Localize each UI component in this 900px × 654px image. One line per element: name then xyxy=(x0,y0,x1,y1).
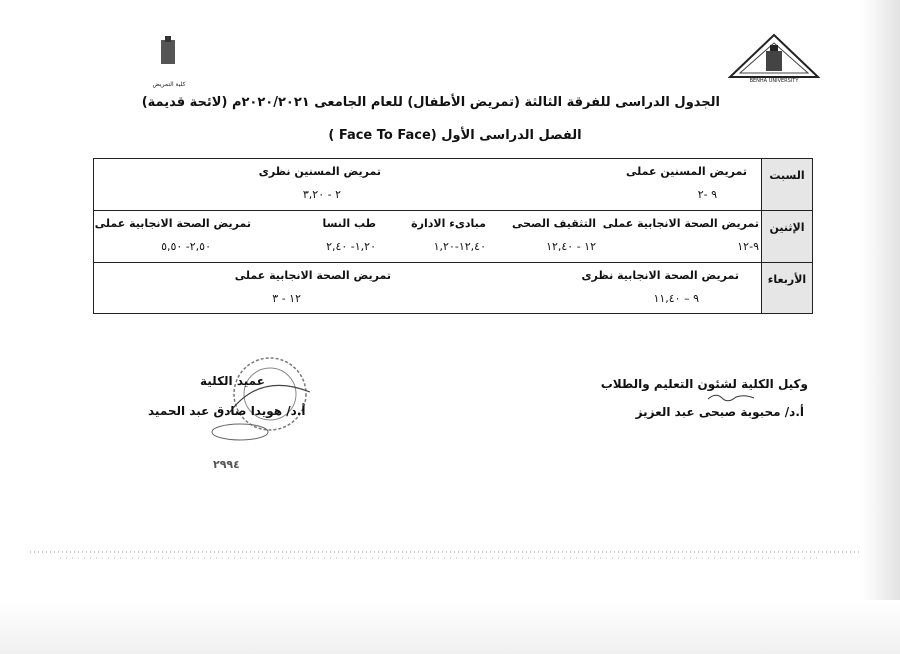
dean-name: أ.د/ هويدا صادق عبد الحميد xyxy=(148,404,306,418)
slot-course: التثقيف الصحى xyxy=(511,217,596,230)
slot-course: طب النسا xyxy=(322,217,376,230)
slot-course: تمريض الصحة الانجابية عملى xyxy=(234,269,391,282)
day-slots xyxy=(94,159,762,211)
slot-time: ٩ -٢ xyxy=(697,188,717,201)
slot xyxy=(235,269,391,305)
stamp-number: ٢٩٩٤ xyxy=(213,458,240,471)
slot-course: تمريض الصحة الانجابية عملى xyxy=(94,217,251,230)
slot-time: ١,٢٠- ٢,٤٠ xyxy=(326,240,376,253)
dean-title: عميد الكلية xyxy=(200,374,265,388)
scan-bottom-shadow xyxy=(0,600,900,654)
right-logo-caption: BENHA UNIVERSITY xyxy=(749,78,799,83)
slot xyxy=(603,217,759,253)
day-label: الأربعاء xyxy=(762,263,813,314)
slot xyxy=(626,165,747,201)
vice-dean-name: أ.د/ محبوبة صبحى عبد العزيز xyxy=(635,405,804,419)
slot-time: ١٢ - ٣ xyxy=(272,292,301,305)
table-row xyxy=(94,263,813,314)
left-logo-caption: كلية التمريض xyxy=(152,81,186,88)
university-logo xyxy=(728,33,820,83)
slot-course: تمريض المسنين نظرى xyxy=(258,165,381,178)
slot-course: مبادىء الادارة xyxy=(411,217,486,230)
slot xyxy=(95,217,251,253)
table-row xyxy=(94,211,813,263)
official-stamp xyxy=(200,352,330,442)
day-slots xyxy=(94,263,762,314)
slot xyxy=(512,217,596,253)
nursing-faculty-logo xyxy=(125,30,195,90)
schedule-table xyxy=(93,158,813,314)
slot-time: ٢,٥٠- ٥,٥٠ xyxy=(161,240,211,253)
day-label: السبت xyxy=(762,159,813,211)
slot xyxy=(259,165,381,201)
slot-time: ٩ – ١١,٤٠ xyxy=(653,292,699,305)
table-row xyxy=(94,159,813,211)
slot-time: ٢ - ٣,٢٠ xyxy=(302,188,341,201)
slot-course: تمريض الصحة الانجابية عملى xyxy=(602,217,759,230)
slot xyxy=(411,217,486,253)
scan-noise xyxy=(0,538,900,568)
slot xyxy=(581,269,739,305)
vice-dean-title: وكيل الكلية لشئون التعليم والطلاب xyxy=(600,377,808,391)
vice-dean-signature xyxy=(706,390,756,404)
slot-course: تمريض المسنين عملى xyxy=(626,165,747,178)
slot-time: ١٢,٤٠-١,٢٠ xyxy=(433,240,486,253)
slot-time: ١٢ - ١٢,٤٠ xyxy=(546,240,596,253)
day-label: الإثنين xyxy=(762,211,813,263)
slot xyxy=(322,217,376,253)
document-title: الجدول الدراسى للفرقة الثالثة (تمريض الأطفال) للعام الجامعى ٢٠٢٠/٢٠٢١م (لائحة قديمة) xyxy=(141,95,720,110)
slot-time: ٩-١٢ xyxy=(737,240,759,253)
document-subtitle: الفصل الدراسى الأول (Face To Face ) xyxy=(328,128,582,143)
day-slots xyxy=(94,211,762,263)
slot-course: تمريض الصحة الانجابية نظرى xyxy=(581,269,739,282)
